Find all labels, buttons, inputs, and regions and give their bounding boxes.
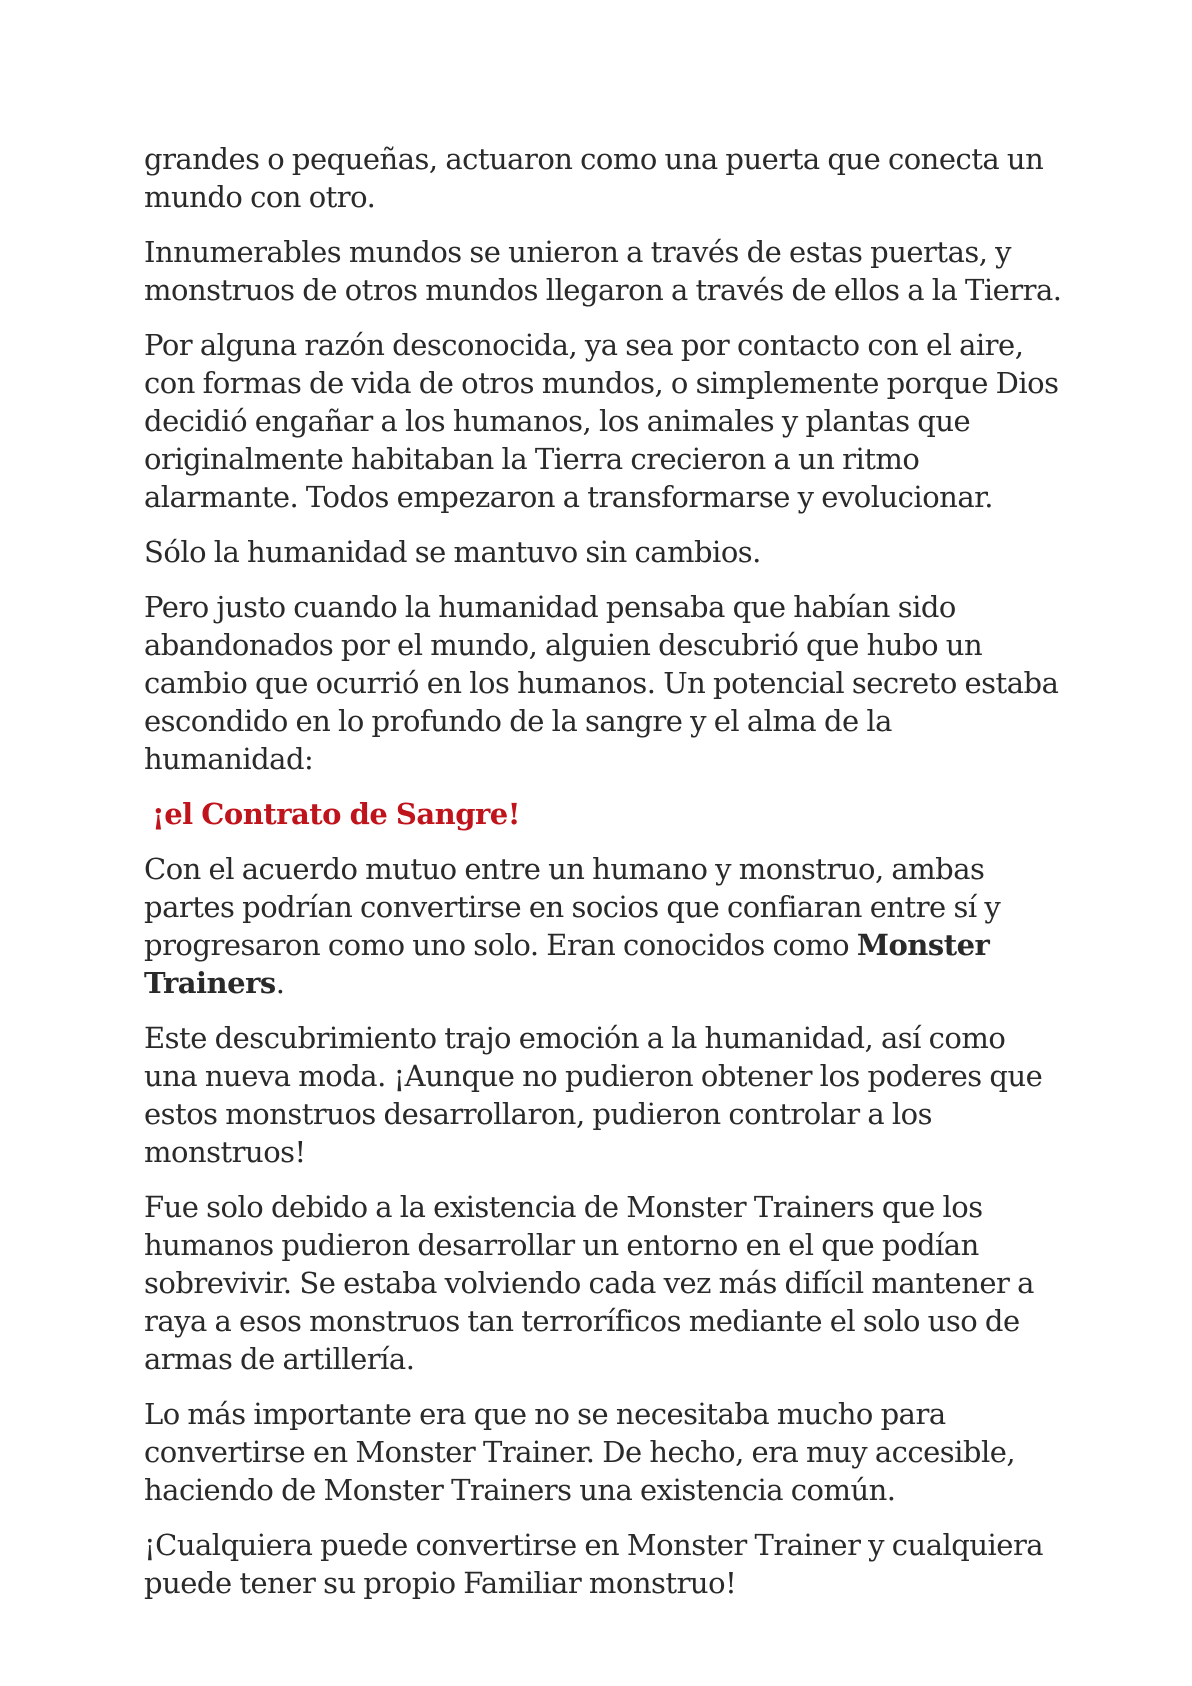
paragraph-7 (144, 850, 1064, 1002)
paragraph-8: Este descubrimiento trajo emoción a la humanidad, así como una nueva moda. ¡Aunque no pudieron obtener los poderes que estos monstruos desarrollaron, pudieron controlar a los monstruos! (144, 1021, 1043, 1169)
paragraph-3: Por alguna razón desconocida, ya sea por contacto con el aire, con formas de vida de otros mundos, o simplemente porque Dios decidió engañar a los humanos, los animales y plantas que originalmente habitaban la Tierra crecieron a un ritmo alarmante. Todos empezaron a transformarse y evolucionar. (144, 328, 1059, 514)
paragraph-11: ¡Cualquiera puede convertirse en Monster Trainer y cualquiera puede tener su propio Familiar monstruo! (144, 1528, 1044, 1600)
paragraph-9: Fue solo debido a la existencia de Monster Trainers que los humanos pudieron desarrollar un entorno en el que podían sobrevivir. Se estaba volviendo cada vez más difícil mantener a raya a esos monstruos tan terroríficos mediante el solo uso de armas de artillería. (144, 1190, 1034, 1376)
paragraph-10: Lo más importante era que no se necesitaba mucho para convertirse en Monster Trainer. De hecho, era muy accesible, haciendo de Monster Trainers una existencia común. (144, 1397, 1016, 1507)
paragraph-2: Innumerables mundos se unieron a través de estas puertas, y monstruos de otros mundos llegaron a través de ellos a la Tierra. (144, 235, 1062, 307)
paragraph-1: grandes o pequeñas, actuaron como una puerta que conecta un mundo con otro. (144, 142, 1044, 214)
paragraph-4: Sólo la humanidad se mantuvo sin cambios. (144, 535, 761, 569)
blood-contract-heading: ¡el Contrato de Sangre! (152, 797, 520, 831)
monster-trainers-term: Monster Trainers (144, 928, 990, 1000)
paragraph-7-end: . (275, 966, 285, 1000)
paragraph-7-text: Con el acuerdo mutuo entre un humano y monstruo, ambas partes podrían convertirse en socios que confiaran entre sí y progresaron como uno solo. Eran conocidos como (144, 852, 1001, 962)
paragraph-5: Pero justo cuando la humanidad pensaba que habían sido abandonados por el mundo, alguien descubrió que hubo un cambio que ocurrió en los humanos. Un potencial secreto estaba escondido en lo profundo de la sangre y el alma de la humanidad: (144, 590, 1059, 776)
document-page (144, 140, 1064, 1619)
